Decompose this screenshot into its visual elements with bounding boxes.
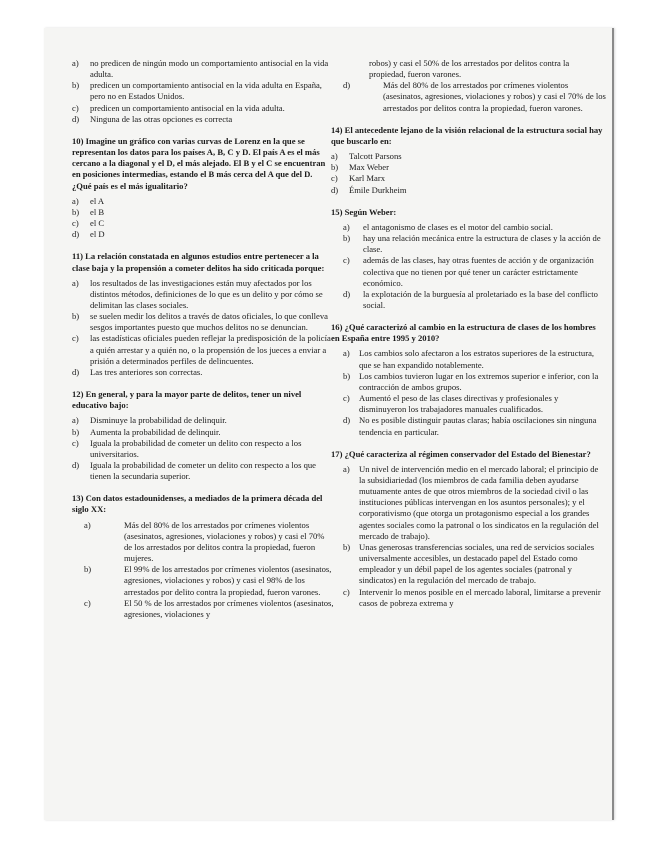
question-11-text: 11) La relación constatada en algunos estudios entre pertenecer a la clase baja y la propensión a cometer delitos ha sido criticada porque: [72,251,325,273]
question-12 [72,389,334,482]
question-13-continued [331,58,606,114]
q16-option-c: c) Aumentó el peso de las clases directivas y profesionales y disminuyeron los trabajadores manuales cualificados. [343,393,559,415]
q10-option-d: d) el D [72,229,105,240]
question-14 [331,125,606,196]
q13-option-a: a) Más del 80% de los arrestados por crímenes violentos (asesinatos, agresiones, violaciones y robos) y casi el 70% de los arrestados por delitos contra la propiedad, fueron mujeres. [84,519,325,564]
q10-option-b: b) el B [72,206,105,217]
question-17-text: 17) ¿Qué caracteriza al régimen conservador del Estado del Bienestar? [331,448,591,459]
q11-option-a: a) los resultados de las investigaciones están muy afectados por los distintos métodos, definiciones de lo que es un delito y por cómo se delimitan las clases sociales. [72,277,323,310]
q14-option-b: b) Max Weber [331,162,389,173]
q12-option-d: d) Iguala la probabilidad de cometer un delito con respecto a los que tienen la secundaria superior. [72,460,316,482]
q10-option-a: a) el A [72,195,105,206]
q15-option-a: a) el antagonismo de clases es el motor del cambio social. [343,221,553,232]
question-10-text: 10) Imagine un gráfico con varias curvas de Lorenz en la que se representan los datos para los países A, B, C y D. El país A es el más cercano a la diagonal y el D, el más alejado. El B y el C se encuentran en posiciones intermedias, estando el B más cerca del A que del D. ¿Qué país es el más igualitario? [72,135,326,191]
q9-option-c: c) predicen un comportamiento antisocial en la vida adulta. [72,102,285,113]
question-15 [331,207,606,311]
q13-option-d: d) Más del 80% de los arrestados por crímenes violentos (asesinatos, agresiones, violaciones y robos) y casi el 70% de los arrestados por delitos contra la propiedad, fueron varones. [343,80,606,113]
question-14-text: 14) El antecedente lejano de la visión relacional de la estructura social hay que buscarlo en: [331,124,603,146]
left-column [72,58,334,631]
q9-option-b: b) predicen un comportamiento antisocial en la vida adulta en España, pero no en Estados Unidos. [72,80,322,102]
q11-option-d: d) Las tres anteriores son correctas. [72,366,203,377]
question-16 [331,322,606,438]
q17-option-b: b) Unas generosas transferencias sociales, una red de servicios sociales universalmente accesibles, un destacado papel del Estado como empleador y un débil papel de los agentes sociales (patronal y sindicatos) en la regulación del mercado de trabajo. [343,541,595,586]
q11-option-b: b) se suelen medir los delitos a través de datos oficiales, lo que conlleva sesgos importantes puesto que muchos delitos no se denuncian. [72,311,328,333]
q15-option-c: c) además de las clases, hay otras fuentes de acción y de organización colectiva que no tienen por qué tener un carácter estrictamente económico. [343,255,594,288]
question-12-text: 12) En general, y para la mayor parte de delitos, tener un nivel educativo bajo: [72,389,302,411]
q16-option-b: b) Los cambios tuvieron lugar en los extremos superior e inferior, con la contracción de ambos grupos. [343,370,599,392]
q10-option-c: c) el C [72,218,105,229]
q17-option-c: c) Intervenir lo menos posible en el mercado laboral, limitarse a prevenir casos de pobreza extrema y [343,586,601,608]
q12-option-a: a) Disminuye la probabilidad de delinquir. [72,415,227,426]
question-15-text: 15) Según Weber: [331,206,397,217]
q16-option-a: a) Los cambios solo afectaron a los estratos superiores de la estructura, que se han expandido notablemente. [343,348,595,370]
q14-option-d: d) Émile Durkheim [331,184,407,195]
right-column [331,58,606,620]
q13-option-c: c) El 50 % de los arrestados por crímenes violentos (asesinatos, agresiones, violaciones y [84,597,334,619]
q13-option-c-continued: robos) y casi el 50% de los arrestados por delitos contra la propiedad, fueron varones. [369,58,570,80]
q13-option-b: b) El 99% de los arrestados por crímenes violentos (asesinatos, agresiones, violaciones y robos) y casi el 98% de los arrestados por delito contra la propiedad, fueron varones. [84,564,332,597]
q11-option-c: c) las estadísticas oficiales pueden reflejar la predisposición de la policía a quién arrestar y a quién no, o la propensión de los jueces a enviar a prisión a determinados perfiles de delincuentes. [72,333,331,366]
q16-option-d: d) No es posible distinguir pautas claras; había oscilaciones sin ninguna tendencia en particular. [343,415,597,437]
q12-option-b: b) Aumenta la probabilidad de delinquir. [72,426,221,437]
q9-option-d: d) Ninguna de las otras opciones es correcta [72,113,233,124]
q14-option-a: a) Talcott Parsons [331,151,402,162]
q15-option-b: b) hay una relación mecánica entre la estructura de clases y la acción de clase. [343,233,601,255]
q9-option-a: a) no predicen de ningún modo un comportamiento antisocial en la vida adulta. [72,58,329,80]
question-16-text: 16) ¿Qué caracterizó al cambio en la estructura de clases de los hombres en España entre 1995 y 2010? [331,322,596,344]
q15-option-d: d) la explotación de la burguesía al proletariado es la base del conflicto social. [343,288,598,310]
question-17 [331,449,606,609]
question-9-options [72,58,334,125]
q17-option-a: a) Un nivel de intervención medio en el mercado laboral; el principio de la subsidiariedad (los miembros de cada familia deben ayudarse mutuamente antes de que otros miembros de la sociedad civil o las instituciones públicas intervengan en los asuntos personales); y el corporativismo (que otorga un protagonismo especial a los grandes agentes sociales como la patronal o los sindicatos en la regulación del mercado de trabajo). [343,463,599,541]
question-11 [72,251,334,378]
question-13-text: 13) Con datos estadounidenses, a mediados de la primera década del siglo XX: [72,493,323,515]
question-13 [72,493,334,620]
exam-page [44,28,614,820]
q14-option-c: c) Karl Marx [331,173,386,184]
question-10 [72,136,334,240]
q12-option-c: c) Iguala la probabilidad de cometer un delito con respecto a los universitarios. [72,437,302,459]
